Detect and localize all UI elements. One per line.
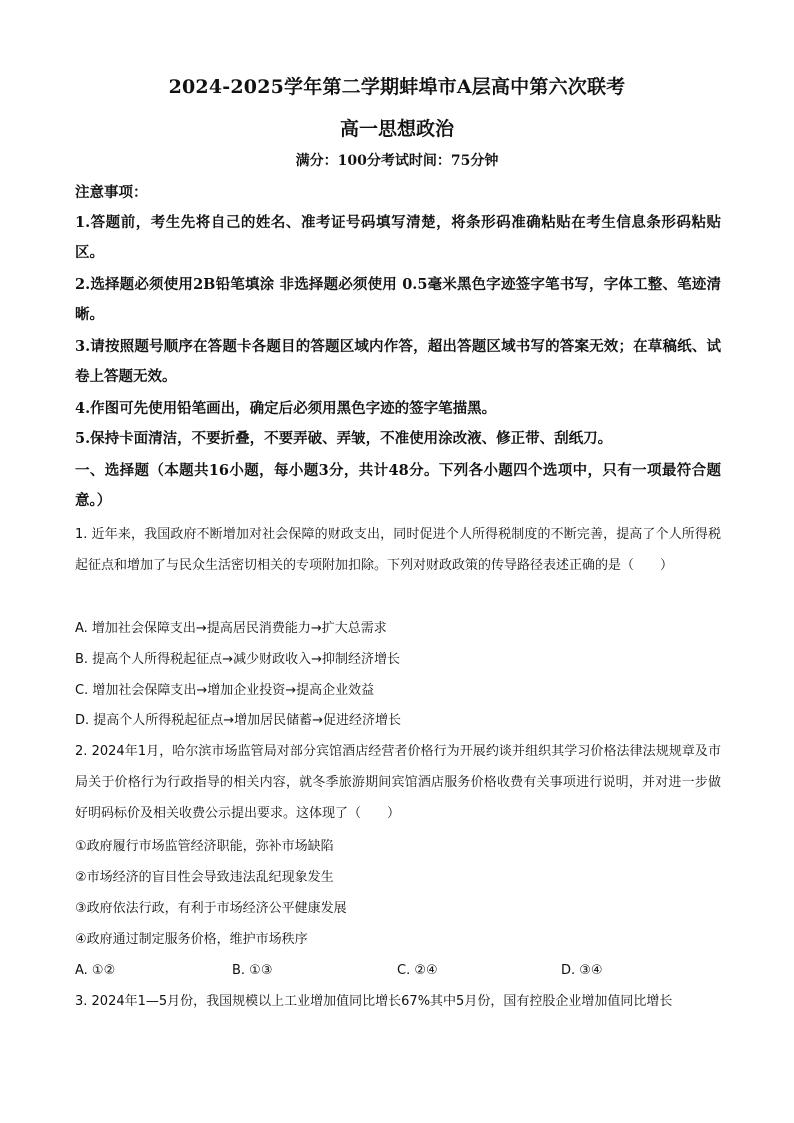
question-1-option-d: D. 提高个人所得税起征点→增加居民储蓄→促进经济增长 — [75, 713, 402, 728]
notice-item-2: 2.选择题必须使用2B铅笔填涂 非选择题必须使用 0.5毫米黑色字迹签字笔书写，字体工整、笔迹清晰。 — [75, 276, 721, 323]
question-1-option-a: A. 增加社会保障支出→提高居民消费能力→扩大总需求 — [75, 621, 387, 636]
question-3-stem: 3. 2024年1—5月份，我国规模以上工业增加值同比增长67%其中5月份，国有控股企业增加值同比增长 — [75, 994, 673, 1009]
notice-item-3: 3.请按照题号顺序在答题卡各题目的答题区域内作答，超出答题区域书写的答案无效；在草稿纸、试卷上答题无效。 — [75, 338, 721, 385]
question-2-statement-3: ③政府依法行政，有利于市场经济公平健康发展 — [75, 901, 347, 916]
question-2-statement-1: ①政府履行市场监管经济职能，弥补市场缺陷 — [75, 839, 334, 854]
notice-heading: 注意事项： — [75, 184, 148, 201]
question-2-choices — [75, 955, 721, 986]
question-1-stem: 1. 近年来，我国政府不断增加对社会保障的财政支出，同时促进个人所得税制度的不断完善，提高了个人所得税起征点和增加了与民众生活密切相关的专项附加扣除。下列对财政政策的传导路径表述正确的是（ ） — [75, 527, 721, 573]
question-2-statement-4: ④政府通过制定服务价格，维护市场秩序 — [75, 932, 308, 947]
question-2-choice-d: D. ③④ — [561, 963, 603, 978]
exam-subject: 高一思想政治 — [339, 118, 454, 140]
question-2-choice-c: C. ②④ — [397, 963, 438, 978]
question-2-choice-b: B. ①③ — [232, 963, 273, 978]
exam-title: 2024-2025学年第二学期蚌埠市A层高中第六次联考 — [168, 76, 626, 98]
notice-item-1: 1.答题前，考生先将自己的姓名、准考证号码填写清楚，将条形码准确粘贴在考生信息条形码粘贴区。 — [75, 214, 721, 261]
notice-item-4: 4.作图可先使用铅笔画出，确定后必须用黑色字迹的签字笔描黑。 — [75, 400, 497, 417]
question-2-statement-2: ②市场经济的盲目性会导致违法乱纪现象发生 — [75, 870, 334, 885]
question-2-choice-a: A. ①② — [75, 963, 116, 978]
question-2-stem: 2. 2024年1月，哈尔滨市场监管局对部分宾馆酒店经营者价格行为开展约谈并组织其学习价格法律法规规章及市局关于价格行为行政指导的相关内容，就冬季旅游期间宾馆酒店服务价格收费有关事项进行说明，并对进一步做好明码标价及相关收费公示提出要求。这体现了（ ） — [75, 744, 721, 821]
notice-item-5: 5.保持卡面清洁，不要折叠，不要弄破、弄皱，不准使用涂改液、修正带、刮纸刀。 — [75, 430, 613, 447]
question-1-option-c: C. 增加社会保障支出→增加企业投资→提高企业效益 — [75, 683, 375, 698]
question-1-option-b: B. 提高个人所得税起征点→减少财政收入→抑制经济增长 — [75, 652, 400, 667]
exam-meta: 满分：100分考试时间：75分钟 — [295, 153, 499, 169]
section-heading: 一、选择题（本题共16小题，每小题3分，共计48分。下列各小题四个选项中，只有一项最符合题意。） — [75, 462, 721, 509]
